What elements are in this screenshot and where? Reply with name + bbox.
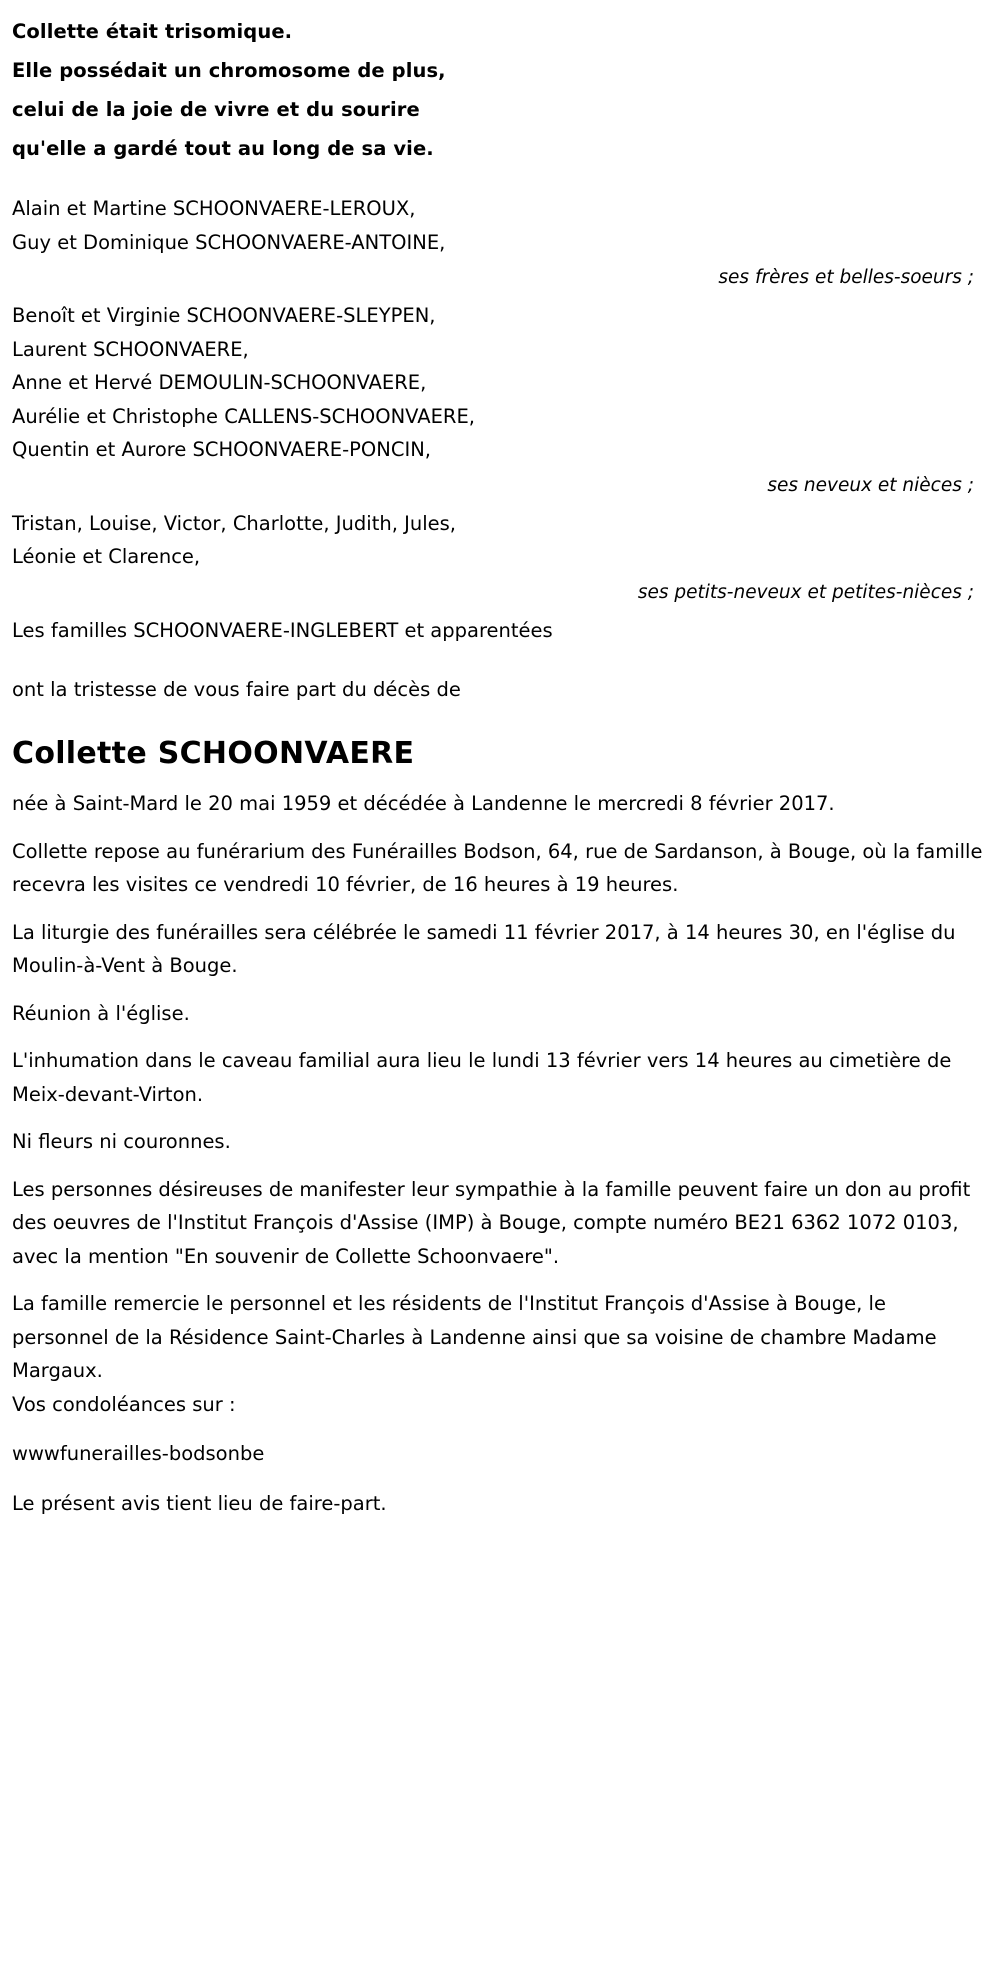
relatives-block [12, 192, 988, 647]
details-block [12, 787, 988, 1388]
condolences-website-link[interactable]: wwwfunerailles-bodsonbe [12, 1442, 265, 1465]
relative-name: Guy et Dominique SCHOONVAERE-ANTOINE, [12, 230, 446, 254]
birth-death-paragraph: née à Saint-Mard le 20 mai 1959 et décédée à Landenne le mercredi 8 février 2017. [12, 792, 835, 815]
relation-label [12, 262, 988, 293]
relative-name: Quentin et Aurore SCHOONVAERE-PONCIN, [12, 438, 431, 461]
deceased-name: Collette SCHOONVAERE [12, 736, 415, 771]
relation-label [12, 577, 988, 608]
relative-group [12, 507, 988, 608]
relation-label [12, 470, 988, 501]
condolences-label: Vos condoléances sur : [12, 1392, 236, 1416]
visitation-paragraph: Collette repose au funérarium des Funérailles Bodson, 64, rue de Sardanson, à Bouge, où la famille recevra les visites ce vendredi 10 février, de 16 heures à 19 heures. [12, 839, 983, 896]
closing-note: Le présent avis tient lieu de faire-part. [12, 1491, 387, 1515]
relative-name: Alain et Martine SCHOONVAERE-LEROUX, [12, 197, 416, 220]
donations-paragraph: Les personnes désireuses de manifester leur sympathie à la famille peuvent faire un don au profit des oeuvres de l'Institut François d'Assise (IMP) à Bouge, compte numéro BE21 6362 1072 0103, avec la mention "En souvenir de Collette Schoonvaere". [12, 1177, 971, 1268]
intro-line: celui de la joie de vivre et du sourire [12, 98, 420, 121]
relative-group [12, 192, 988, 293]
relative-name: Benoît et Virginie SCHOONVAERE-SLEYPEN, [12, 304, 436, 327]
relation-text: ses frères et belles-soeurs ; [718, 267, 974, 288]
intro-line: Collette était trisomique. [12, 20, 293, 43]
relative-name: Aurélie et Christophe CALLENS-SCHOONVAERE, [12, 404, 476, 428]
relative-name: Les familles SCHOONVAERE-INGLEBERT et apparentées [12, 618, 553, 642]
intro-line: qu'elle a gardé tout au long de sa vie. [12, 137, 434, 160]
relative-name: Laurent SCHOONVAERE, [12, 337, 249, 361]
liturgy-paragraph: La liturgie des funérailles sera célébrée le samedi 11 février 2017, à 14 heures 30, en l'église du Moulin-à-Vent à Bouge. [12, 920, 956, 977]
relative-group [12, 614, 988, 648]
relative-name: Tristan, Louise, Victor, Charlotte, Judith, Jules, [12, 511, 456, 535]
relative-name: Léonie et Clarence, [12, 545, 201, 568]
footer-block [12, 1388, 988, 1521]
burial-paragraph: L'inhumation dans le caveau familial aura lieu le lundi 13 février vers 14 heures au cimetière de Meix-devant-Virton. [12, 1049, 952, 1106]
gathering-paragraph: Réunion à l'église. [12, 1001, 190, 1025]
intro-block [12, 10, 988, 168]
lead-sentence: ont la tristesse de vous faire part du décès de [12, 678, 461, 701]
flowers-paragraph: Ni fleurs ni couronnes. [12, 1130, 231, 1153]
relation-text: ses petits-neveux et petites-nièces ; [637, 581, 974, 603]
relative-name: Anne et Hervé DEMOULIN-SCHOONVAERE, [12, 371, 427, 394]
thanks-paragraph: La famille remercie le personnel et les résidents de l'Institut François d'Assise à Bouge, le personnel de la Résidence Saint-Charles à Landenne ainsi que sa voisine de chambre Madame Margaux. [12, 1292, 937, 1382]
intro-line: Elle possédait un chromosome de plus, [12, 59, 446, 82]
relative-group [12, 299, 988, 501]
relation-text: ses neveux et nièces ; [767, 474, 974, 496]
